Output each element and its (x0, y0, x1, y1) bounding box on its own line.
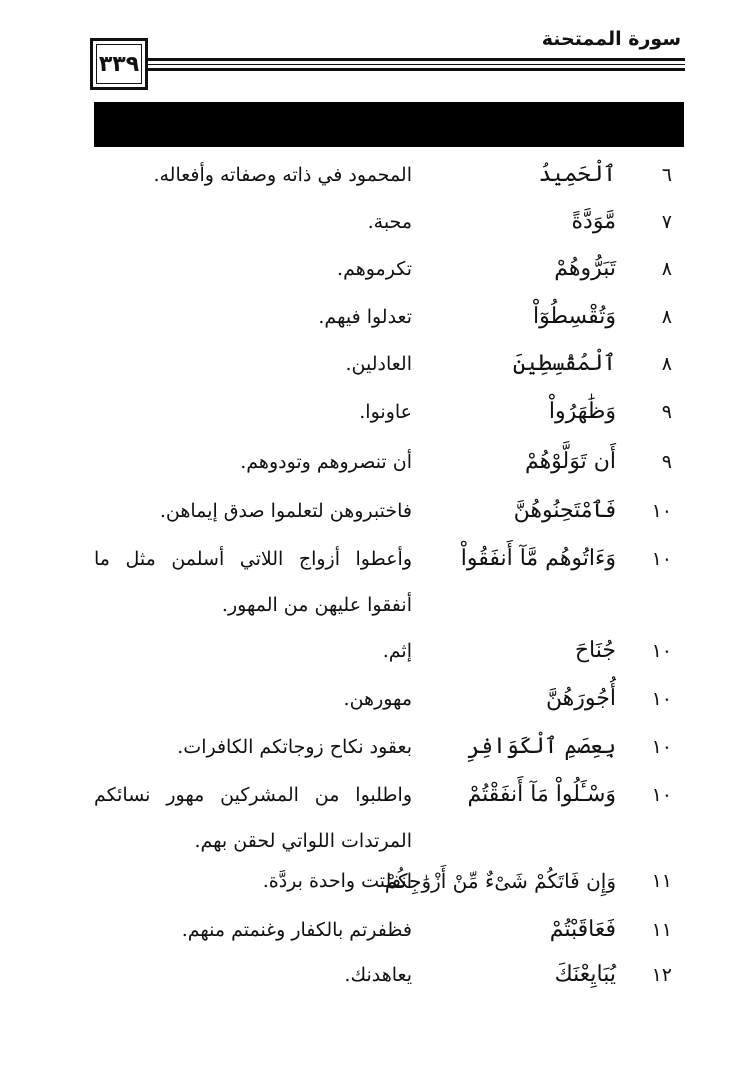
word-meaning: أن تنصروهم وتودوهم. (240, 451, 412, 473)
header-rule (148, 58, 685, 61)
verse-number: ٩ (661, 451, 672, 473)
verse-number: ١١ (651, 870, 672, 892)
page-header (90, 28, 685, 98)
word-meaning: بعقود نكاح زوجاتكم الكافرات. (177, 736, 412, 758)
quran-word: وَتُقْسِطُوٓاْ (532, 304, 616, 329)
verse-number: ١٠ (651, 640, 672, 662)
verse-number: ٨ (661, 353, 672, 375)
verse-number: ٨ (661, 258, 672, 280)
page-number: ٣٣٩ (90, 38, 148, 90)
verse-number: ٧ (661, 211, 672, 233)
word-meaning: تعدلوا فيهم. (318, 306, 412, 328)
quran-word: فَٱمْتَحِنُوهُنَّ (513, 498, 616, 523)
quran-word: أُجُورَهُنَّ (545, 686, 616, 711)
header-rule (148, 68, 685, 71)
quran-word: جُنَاحَ (574, 638, 616, 663)
quran-word: بِعِصَمِ ٱلْكَوَافِرِ (467, 734, 616, 759)
quran-word: ٱلْمُقْسِطِينَ (512, 351, 616, 376)
quran-word: يُبَايِعْنَكَ (554, 962, 616, 987)
quran-word: وَإِن فَاتَكُمْ شَىْءٌ مِّنْ أَزْوَٰجِكُمْ (384, 869, 616, 893)
word-meaning: تكرموهم. (337, 258, 412, 280)
quran-word: وَسْـَٔلُواْ مَآ أَنفَقْتُمْ (467, 782, 616, 807)
header-rule (148, 64, 685, 65)
surah-title: سورة الممتحنة (541, 28, 681, 50)
glossary-table (94, 152, 684, 1052)
word-meaning: المحمود في ذاته وصفاته وأفعاله. (153, 164, 412, 186)
word-meaning: انفلتت واحدة بردَّة. (262, 870, 412, 892)
word-meaning: إثم. (382, 640, 412, 662)
table-header-band (94, 102, 684, 147)
quran-word: وَظَٰهَرُواْ (548, 399, 616, 424)
word-meaning: واطلبوا من المشركين مهور نسائكم المرتدات اللواتي لحقن بهم. (94, 784, 412, 852)
verse-number: ١٠ (651, 548, 672, 570)
word-meaning: محبة. (367, 211, 412, 233)
word-meaning: فظفرتم بالكفار وغنمتم منهم. (181, 919, 412, 941)
quran-word: مَّوَدَّةً (571, 209, 616, 234)
verse-number: ١٠ (651, 688, 672, 710)
quran-word: أَن تَوَلَّوْهُمْ (524, 449, 616, 474)
verse-number: ١٠ (651, 736, 672, 758)
verse-number: ٨ (661, 306, 672, 328)
quran-word: تَبَرُّوهُمْ (554, 256, 616, 281)
quran-word: وَءَاتُوهُم مَّآ أَنفَقُواْ (460, 546, 616, 571)
word-meaning: عاونوا. (359, 401, 412, 423)
verse-number: ١١ (651, 919, 672, 941)
verse-number: ٩ (661, 401, 672, 423)
verse-number: ١٢ (651, 964, 672, 986)
word-meaning: مهورهن. (343, 688, 412, 710)
word-meaning: وأعطوا أزواج اللاتي أسلمن مثل ما أنفقوا عليهن من المهور. (94, 548, 412, 616)
quran-word: فَعَاقَبْتُمْ (549, 917, 616, 942)
word-meaning: فاختبروهن لتعلموا صدق إيماهن. (159, 500, 412, 522)
verse-number: ١٠ (651, 784, 672, 806)
quran-word: ٱلْحَمِيدُ (538, 162, 616, 187)
verse-number: ١٠ (651, 500, 672, 522)
verse-number: ٦ (661, 164, 672, 186)
word-meaning: العادلين. (345, 353, 412, 375)
word-meaning: يعاهدنك. (344, 964, 412, 986)
